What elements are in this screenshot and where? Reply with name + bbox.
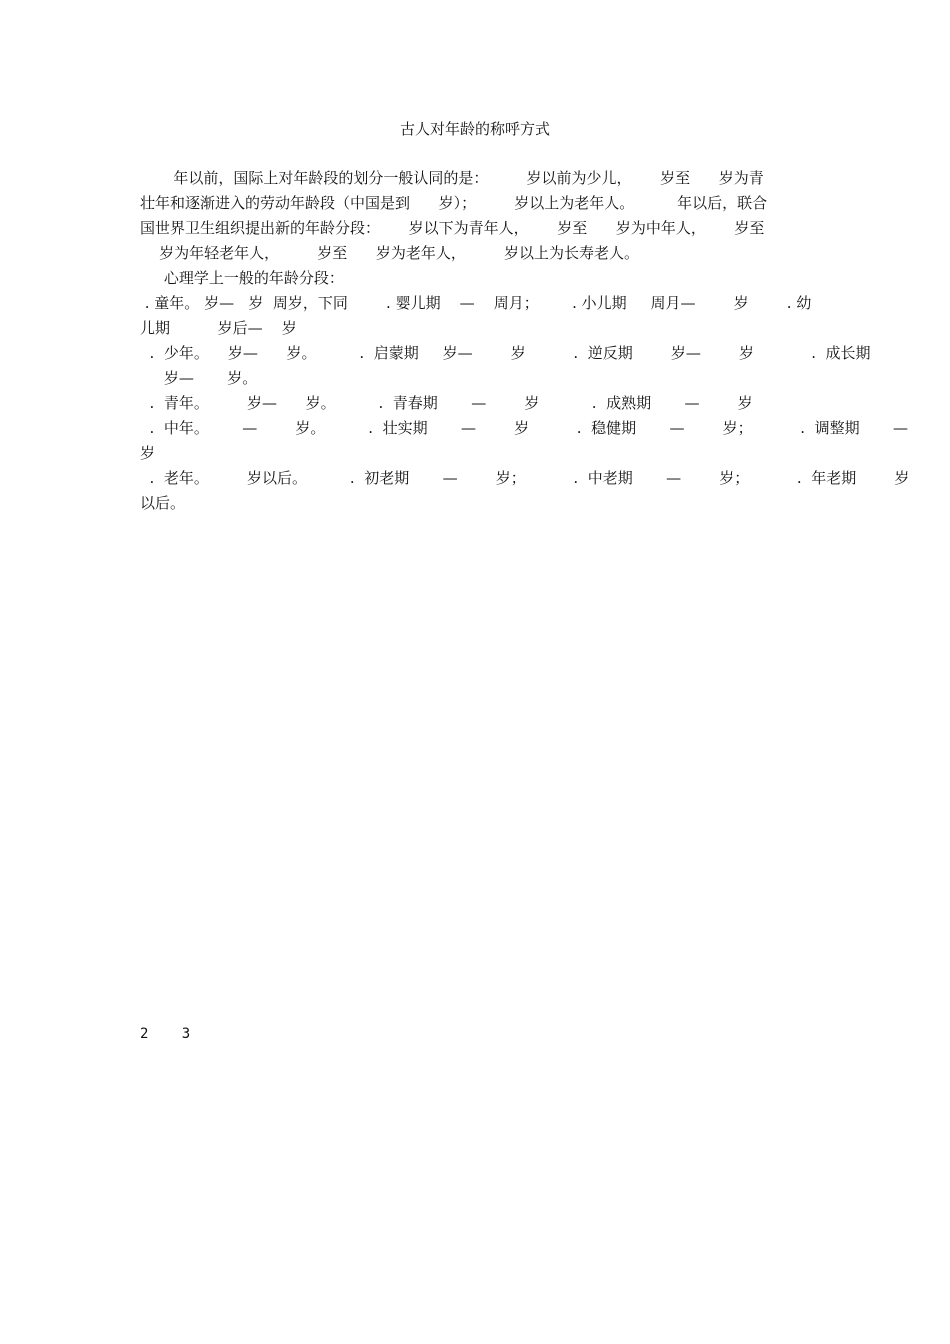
stage-line-7: 岁 bbox=[140, 444, 156, 462]
stage-line-1: . 童年。 岁— 岁 周岁，下同 . 婴儿期 — 周月； . 小儿期 周月— 岁 . 幼 bbox=[140, 294, 812, 312]
stage-line-9: 以后。 bbox=[140, 494, 186, 512]
stage-line-6: . 中年。 — 岁。 . 壮实期 — 岁 . 稳健期 — 岁； . 调整期 — bbox=[140, 419, 908, 437]
page-title: 古人对年龄的称呼方式 bbox=[399, 120, 550, 138]
psych-heading: 心理学上一般的年龄分段： bbox=[140, 269, 344, 287]
intro-line-3: 国世界卫生组织提出新的年龄分段： 岁以下为青年人， 岁至 岁为中年人， 岁至 bbox=[140, 219, 765, 237]
intro-line-4: 岁为年轻老年人， 岁至 岁为老年人， 岁以上为长寿老人。 bbox=[140, 244, 639, 262]
intro-line-1: 年以前，国际上对年龄段的划分一般认同的是： 岁以前为少儿， 岁至 岁为青 bbox=[140, 169, 764, 187]
garbled-line-7 bbox=[140, 975, 234, 993]
stage-line-8: . 老年。 岁以后。 . 初老期 — 岁； . 中老期 — 岁； . 年老期 岁 bbox=[140, 469, 910, 487]
stage-line-4: 岁— 岁。 bbox=[140, 369, 258, 387]
garbled-line-1 bbox=[140, 577, 213, 595]
stage-line-5: . 青年。 岁— 岁。 . 青春期 — 岁 . 成熟期 — 岁 bbox=[140, 394, 753, 412]
garbled-line-9 bbox=[140, 1075, 307, 1093]
intro-line-2: 壮年和逐渐进入的劳动年龄段（中国是到 岁）； 岁以上为老年人。 年以后，联合 bbox=[140, 194, 768, 212]
garbled-line-10 bbox=[140, 1125, 495, 1143]
stage-line-3: . 少年。 岁— 岁。 . 启蒙期 岁— 岁 . 逆反期 岁— 岁 . 成长期 bbox=[140, 344, 871, 362]
garbled-line-8: 2 3 bbox=[140, 1026, 203, 1042]
garbled-line-11 bbox=[140, 1174, 296, 1192]
stage-line-2: 儿期 岁后— 岁 bbox=[140, 319, 297, 337]
